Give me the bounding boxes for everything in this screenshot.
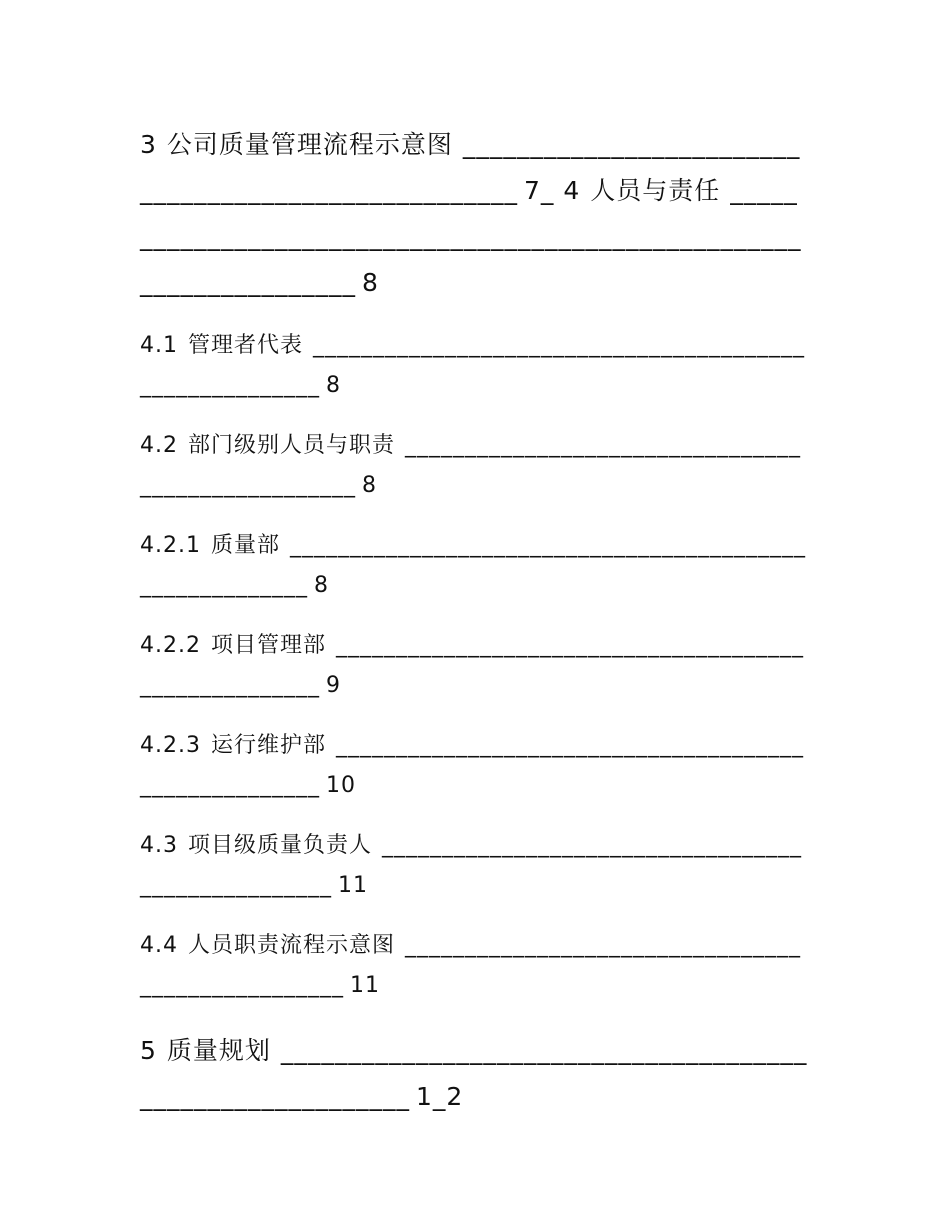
toc-entry-page[interactable]: 8 — [362, 268, 379, 297]
toc-entry-leader: _____________________________________________________ — [140, 130, 801, 205]
toc-entry-title[interactable]: 人员与责任 — [590, 176, 721, 205]
toc-entry-number: 4 — [563, 176, 581, 205]
toc-entry-page[interactable]: 10 — [326, 773, 356, 798]
toc-entry-leader: ______________________________________________________ — [140, 633, 804, 698]
toc-entry-4-2-2[interactable] — [140, 626, 810, 706]
toc-entry-4-2-3[interactable] — [140, 726, 810, 806]
toc-entry-number: 4.1 — [140, 333, 178, 358]
toc-entry-4-3[interactable] — [140, 826, 810, 906]
toc-entry-leader: ___________________________________________________ — [140, 433, 802, 498]
toc-entry-title[interactable]: 项目管理部 — [210, 633, 326, 658]
toc-entry-page[interactable]: 9 — [326, 673, 341, 698]
toc-entry-page[interactable]: 7_ — [524, 176, 555, 205]
toc-entry-title[interactable]: 人员职责流程示意图 — [188, 933, 396, 958]
toc-entry-page[interactable]: 1_2 — [416, 1082, 464, 1111]
toc-entry-4-4[interactable] — [140, 926, 810, 1006]
toc-entry-3-and-4 — [140, 122, 810, 306]
toc-entry-page[interactable]: 8 — [326, 373, 341, 398]
toc-entry-leader: ___________________________________________________________ — [140, 1036, 808, 1111]
toc-entry-number: 5 — [140, 1036, 157, 1065]
toc-entry-number: 4.3 — [140, 833, 178, 858]
toc-entry-leader: ________________________________________________________ — [140, 333, 806, 398]
toc-entry-leader: __________________________________________________ — [140, 933, 802, 998]
toc-entry-title[interactable]: 部门级别人员与职责 — [188, 433, 396, 458]
toc-entry-leader: ___________________________________________________ — [140, 833, 803, 898]
table-of-contents — [140, 122, 810, 1120]
toc-entry-title[interactable]: 项目级质量负责人 — [188, 833, 373, 858]
toc-entry-4-2-1[interactable] — [140, 526, 810, 606]
toc-entry-5[interactable] — [140, 1028, 810, 1120]
toc-entry-page[interactable]: 8 — [314, 573, 329, 598]
toc-entry-4-1[interactable] — [140, 326, 810, 406]
toc-entry-title[interactable]: 质量部 — [210, 533, 280, 558]
toc-entry-title[interactable]: 质量规划 — [166, 1036, 271, 1065]
toc-entry-number: 4.2.3 — [140, 733, 201, 758]
toc-entry-page[interactable]: 8 — [362, 473, 377, 498]
toc-entry-title[interactable]: 管理者代表 — [188, 333, 304, 358]
toc-entry-number: 4.4 — [140, 933, 178, 958]
toc-entry-number: 3 — [140, 130, 157, 159]
toc-entry-leader: _________________________________________________________ — [140, 533, 806, 598]
toc-entry-number: 4.2.1 — [140, 533, 201, 558]
toc-entry-page[interactable]: 11 — [350, 973, 380, 998]
toc-entry-4-2[interactable] — [140, 426, 810, 506]
toc-entry-leader: ______________________________________________________________________ — [140, 176, 802, 297]
toc-entry-number: 4.2 — [140, 433, 178, 458]
toc-entry-title[interactable]: 公司质量管理流程示意图 — [166, 130, 453, 159]
toc-entry-title[interactable]: 运行维护部 — [210, 733, 326, 758]
toc-entry-leader: ______________________________________________________ — [140, 733, 804, 798]
toc-entry-page[interactable]: 11 — [338, 873, 368, 898]
toc-entry-number: 4.2.2 — [140, 633, 201, 658]
